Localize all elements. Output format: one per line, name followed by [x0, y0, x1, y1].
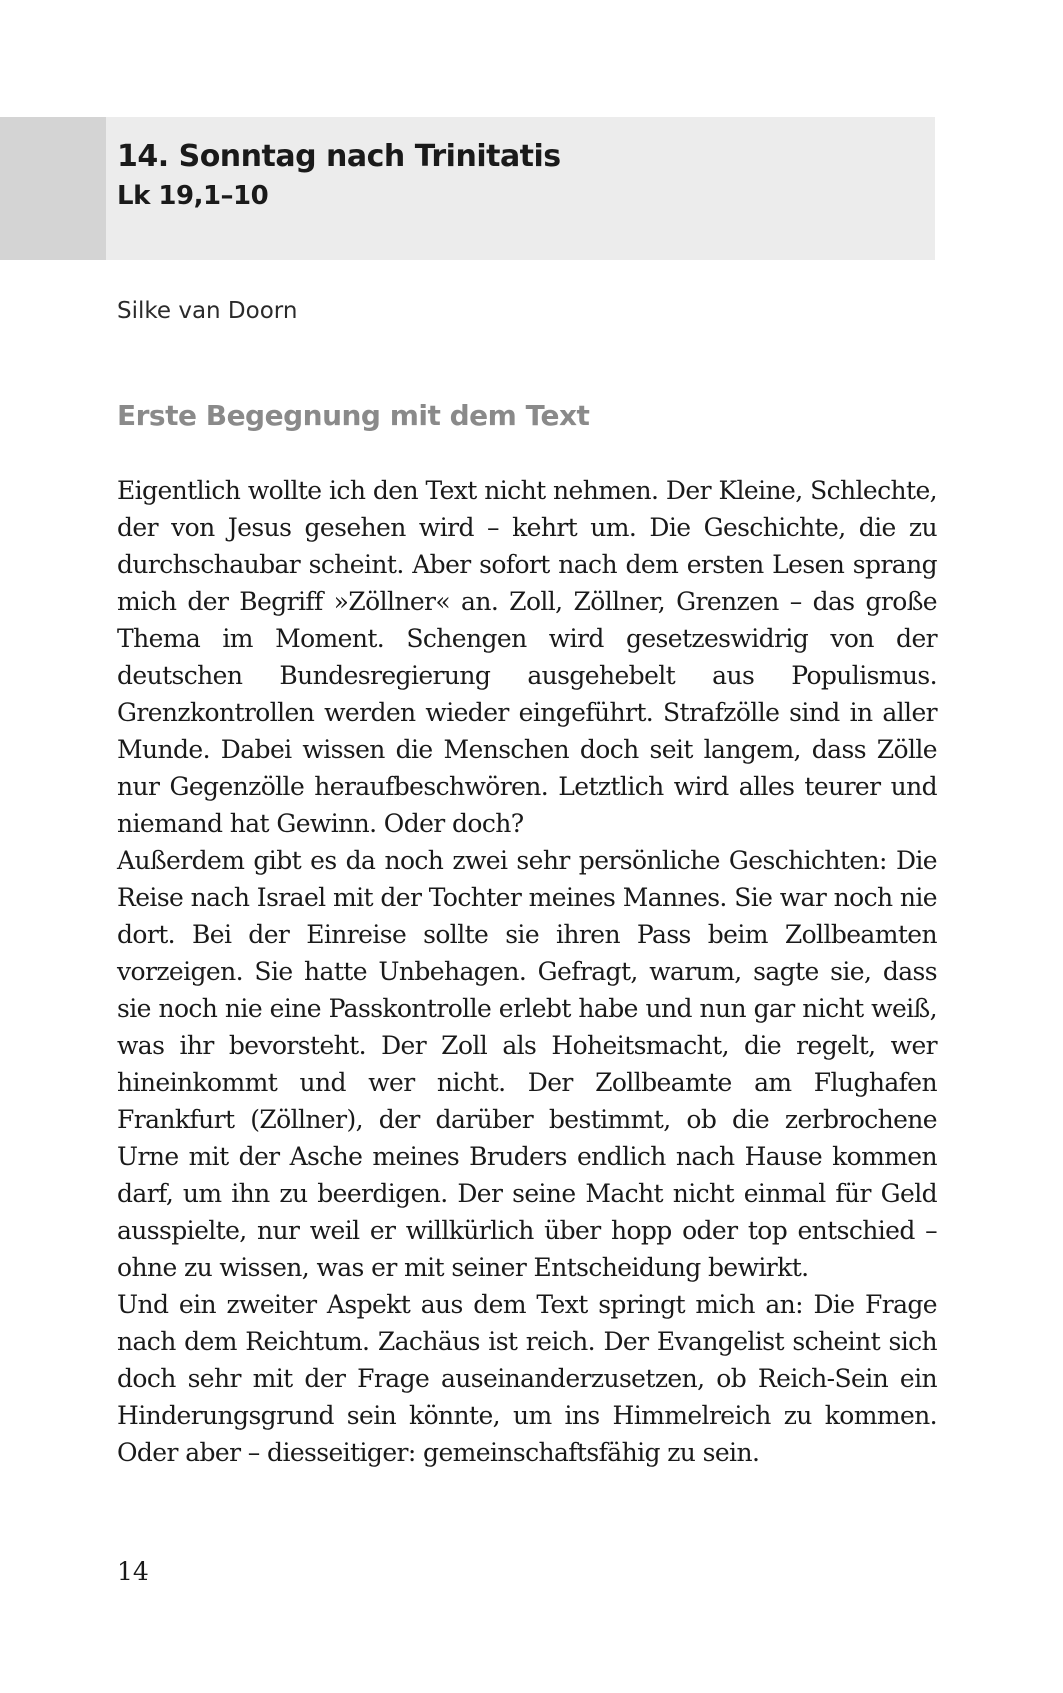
header-tab-accent — [0, 117, 106, 260]
bible-reference: Lk 19,1–10 — [117, 181, 269, 211]
section-heading: Erste Begegnung mit dem Text — [117, 399, 590, 432]
page-number: 14 — [117, 1557, 149, 1586]
chapter-title: 14. Sonntag nach Trinitatis — [117, 139, 561, 174]
author-name: Silke van Doorn — [117, 298, 298, 324]
body-paragraph-2: Und ein zweiter Aspekt aus dem Text springt mich an: Die Frage nach dem Reichtum. Zachäus ist reich. Der Evangelist scheint sich doch sehr mit der Frage auseinanderzusetzen, ob Reich-Sein ein Hinderungsgrund sein könnte, um ins Himmelreich zu kommen. Oder aber – diesseitiger: gemeinschaftsfähig zu sein. — [117, 1290, 937, 1467]
body-paragraph-1: Eigentlich wollte ich den Text nicht nehmen. Der Kleine, Schlechte, der von Jesus gesehen wird – kehrt um. Die Geschichte, die zu durchschaubar scheint. Aber sofort nach dem ersten Lesen sprang mich der Begriff »Zöllner« an. Zoll, Zöllner, Grenzen – das große Thema im Moment. Schengen wird gesetzeswidrig von der deutschen Bundesregierung ausgehebelt aus Populismus. Grenzkontrollen werden wieder eingeführt. Strafzölle sind in aller Munde. Dabei wissen die Menschen doch seit langem, dass Zölle nur Gegenzölle heraufbeschwören. Letztlich wird alles teurer und niemand hat Gewinn. Oder doch? Außerdem gibt es da noch zwei sehr persönliche Geschichten: Die Reise nach Israel mit der Tochter meines Mannes. Sie war noch nie dort. Bei der Einreise sollte sie ihren Pass beim Zollbeamten vorzeigen. Sie hatte Unbehagen. Gefragt, warum, sagte sie, dass sie noch nie eine Passkontrolle erlebt habe und nun gar nicht weiß, was ihr bevorsteht. Der Zoll als Hoheitsmacht, die regelt, wer hineinkommt und wer nicht. Der Zollbeamte am Flughafen Frankfurt (Zöllner), der darüber bestimmt, ob die zerbrochene Urne mit der Asche meines Bruders endlich nach Hause kommen darf, um ihn zu beerdigen. Der seine Macht nicht einmal für Geld ausspielte, nur weil er willkürlich über hopp oder top entschied – ohne zu wissen, was er mit seiner Entscheidung bewirkt. — [117, 476, 937, 1282]
